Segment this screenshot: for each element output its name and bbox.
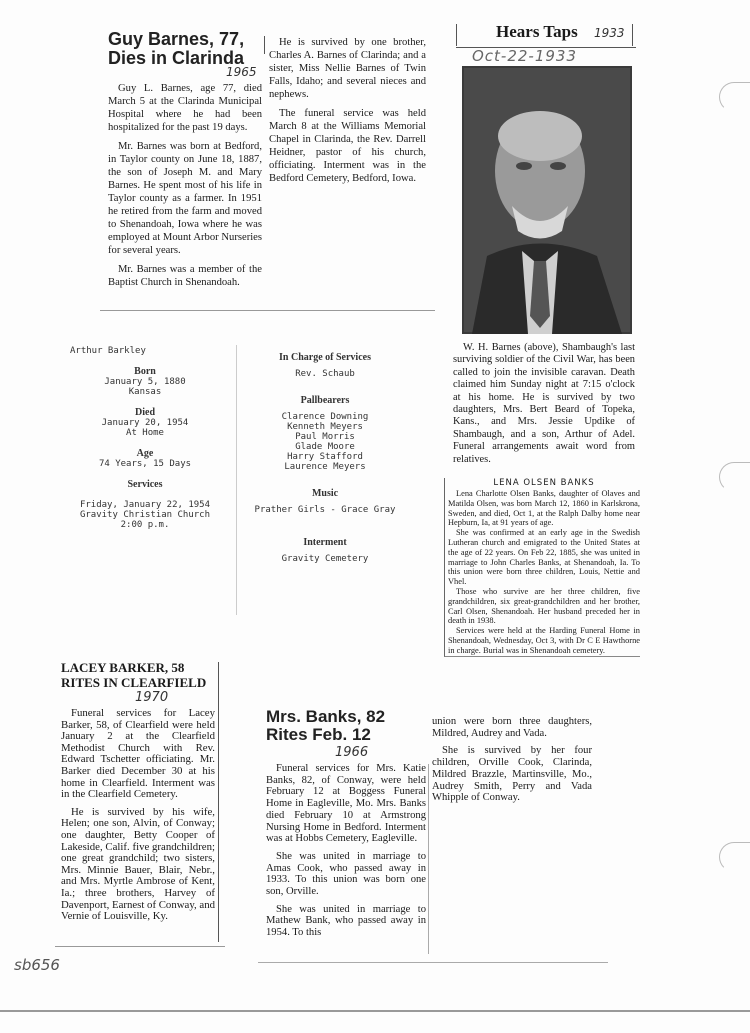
article-body [61, 708, 215, 929]
headline-line: RITES IN CLEARFIELD [61, 675, 207, 690]
pallbearer: Glade Moore [295, 442, 355, 452]
clipping-edge [258, 962, 608, 963]
card-fold [236, 345, 237, 615]
page-note: sb656 [14, 956, 60, 974]
paragraph: W. H. Barnes (above), Shambaugh's last surviving soldier of the Civil War, has been called to join the invisible caravan. Death claimed him Sunday night at 7:15 o'clock at his home. He is survived by two daughters, Mrs. Bert Beard of Topeka, Kans., and Mrs. Jessie Updike of Shambaugh, and a son, Arthur of Adel. Funeral arrangements await word from relatives. [453, 342, 635, 465]
label: Pallbearers [300, 395, 350, 406]
clipping-edge [100, 310, 435, 311]
label: Music [311, 488, 339, 499]
paragraph: Mr. Barnes was born at Bedford, in Taylor county on June 18, 1887, the son of Joseph M. and Mary Barnes. He spent most of his life in Taylor county as a farmer. In 1951 he retired from the farm and moved to Shenandoah, Iowa where he was employed at Mount Arbor Nurseries for several years. [108, 141, 262, 256]
pallbearer: Kenneth Meyers [287, 422, 363, 432]
pallbearer: Laurence Meyers [284, 462, 366, 472]
headline-line: Rites Feb. 12 [266, 724, 371, 744]
value: Gravity Cemetery [281, 554, 369, 564]
article-body [448, 489, 640, 656]
value: Gravity Christian Church [79, 510, 211, 520]
value: 2:00 p.m. [120, 520, 170, 530]
label: Age [136, 448, 154, 459]
paragraph: Lena Charlotte Olsen Banks, daughter of Olaves and Matilda Olsen, was born March 12, 1860 in Karlskrona, Sweden, and died, Oct 1, at the Ralph Dalby home near Hepburn, Ia, at 91 years of age. [448, 489, 640, 528]
handwritten-year: 1970 [135, 690, 169, 705]
handwritten-year: 1966 [335, 745, 369, 760]
headline: LENA OLSEN BANKS [493, 478, 595, 488]
pallbearer: Clarence Downing [281, 412, 369, 422]
value: January 20, 1954 [101, 418, 189, 428]
paragraph: union were born three daughters, Mildred, Audrey and Vada. [432, 716, 592, 739]
paragraph: Funeral services for Mrs. Katie Banks, 82, of Conway, were held February 12 at Boggess Funeral Home in Eagleville, Mo. Mrs. Banks died February 10 at Armstrong Nursing Home in Bedford. Interment was at Hobbs Cemetery, Eagleville. [266, 763, 426, 845]
headline [61, 660, 206, 690]
headline [266, 708, 385, 744]
handwritten-year: 1965 [226, 65, 257, 79]
label: Services [127, 479, 163, 490]
headline-line: Guy Barnes, 77, [108, 29, 245, 49]
punch-hole [719, 842, 750, 872]
pallbearer: Paul Morris [295, 432, 355, 442]
paragraph: Guy L. Barnes, age 77, died March 5 at the Clarinda Municipal Hospital where he had been hospitalized for the past 19 days. [108, 83, 262, 133]
paragraph: She was united in marriage to Amas Cook, who passed away in 1933. To this union was born one son, Orville. [266, 850, 426, 898]
handwritten-year: 1933 [594, 26, 625, 40]
paragraph: He is survived by his wife, Helen; one son, Alvin, of Conway; one daughter, Betty Cooper of Lakeside, Calif. five grandchildren; one great grandchild; two sisters, Mrs. Minnie Bauer, Blair, Nebr., and Mrs. Myrtle Ambrose of Kent, Ia.; three brothers, Harvey of Davenport, Earnest of Conway, and Vernie of Louisville, Ky. [61, 805, 216, 923]
article-column-2 [432, 716, 592, 810]
paragraph: Mr. Barnes was a member of the Baptist Church in Shenandoah. [108, 264, 262, 288]
article-body [453, 342, 635, 472]
headline [108, 30, 244, 68]
punch-hole [719, 82, 750, 112]
deceased-name: Arthur Barkley [70, 346, 146, 356]
paragraph: She was confirmed at an early age in the Swedish Lutheran church and emigrated to the United States at the age of 22 years. On Feb 22, 1885, she was united in marriage to John Charles Banks, at Shenandoah, Ia. To this union were born three children, Louis, Nettie and Vhel. [448, 528, 640, 587]
headline: Hears Taps [496, 22, 578, 41]
value: January 5, 1880 [104, 377, 186, 387]
clipping-lena-olsen-banks [444, 478, 640, 657]
paragraph: He is survived by one brother, Charles A. Barnes of Clarinda; and a sister, Miss Nellie Barnes of Twin Falls, Idaho; and several nieces and nephews. [269, 37, 426, 100]
value: Friday, January 22, 1954 [79, 500, 211, 510]
card-left [70, 346, 220, 530]
column-divider [428, 764, 429, 954]
headline-line: Mrs. Banks, 82 [266, 707, 386, 726]
value: At Home [126, 428, 164, 438]
page-bottom-edge [0, 1010, 750, 1012]
handwritten-date: Oct-22-1933 [472, 47, 578, 65]
column-rule [218, 662, 219, 942]
punch-hole [719, 462, 750, 492]
value: Rev. Schaub [295, 369, 355, 379]
value: Kansas [128, 387, 162, 397]
label: Interment [303, 537, 347, 548]
border [632, 24, 633, 46]
card-right [250, 352, 400, 564]
paragraph: Services were held at the Harding Funeral Home in Shenandoah, Wednesday, Oct 3, with Dr C E Hawthorne in charge. Burial was in Shenandoah cemetery. [448, 626, 640, 655]
portrait-photo [462, 66, 632, 334]
paragraph: Those who survive are her three children, five grandchildren, six great-grandchildren and her brother, Carl Olsen, Shenandoah. Her husband preceded her in death in 1938. [448, 586, 640, 626]
pallbearer: Harry Stafford [287, 452, 363, 462]
clipping-edge [55, 946, 225, 947]
paragraph: She was united in marriage to Mathew Bank, who passed away in 1954. To this [266, 903, 426, 939]
article-column-1 [108, 82, 262, 295]
label: In Charge of Services [279, 352, 371, 363]
value: 74 Years, 15 Days [98, 459, 192, 469]
paragraph: She is survived by her four children, Orville Cook, Clarinda, Mildred Brazzle, Martinsville, Mo., Audrey Smith, Perry and Vada Whipple of Conway. [432, 745, 592, 804]
paragraph: The funeral service was held March 8 at the Williams Memorial Chapel in Clarinda, the Rev. Darrell Heidner, pastor of his church, officiating. Interment was in the Bedford Cemetery, Bedford, Iowa. [269, 108, 426, 184]
label: Died [135, 407, 155, 418]
column-divider [264, 36, 265, 54]
article-column-1 [266, 763, 426, 945]
headline-line: Dies in Clarinda [108, 47, 245, 68]
article-column-2 [269, 36, 426, 191]
value: Prather Girls - Grace Gray [254, 505, 396, 515]
border [456, 24, 457, 46]
paragraph: Funeral services for Lacey Barker, 58, of Clearfield were held January 2 at the Clearfield Methodist Church with Rev. Edward Tschetter officiating. Mr. Barker died December 30 at his home in Clearfield. Interment was in the Clearfield Cemetery. [61, 707, 215, 801]
headline-line: LACEY BARKER, 58 [61, 660, 185, 675]
label: Born [134, 366, 156, 377]
